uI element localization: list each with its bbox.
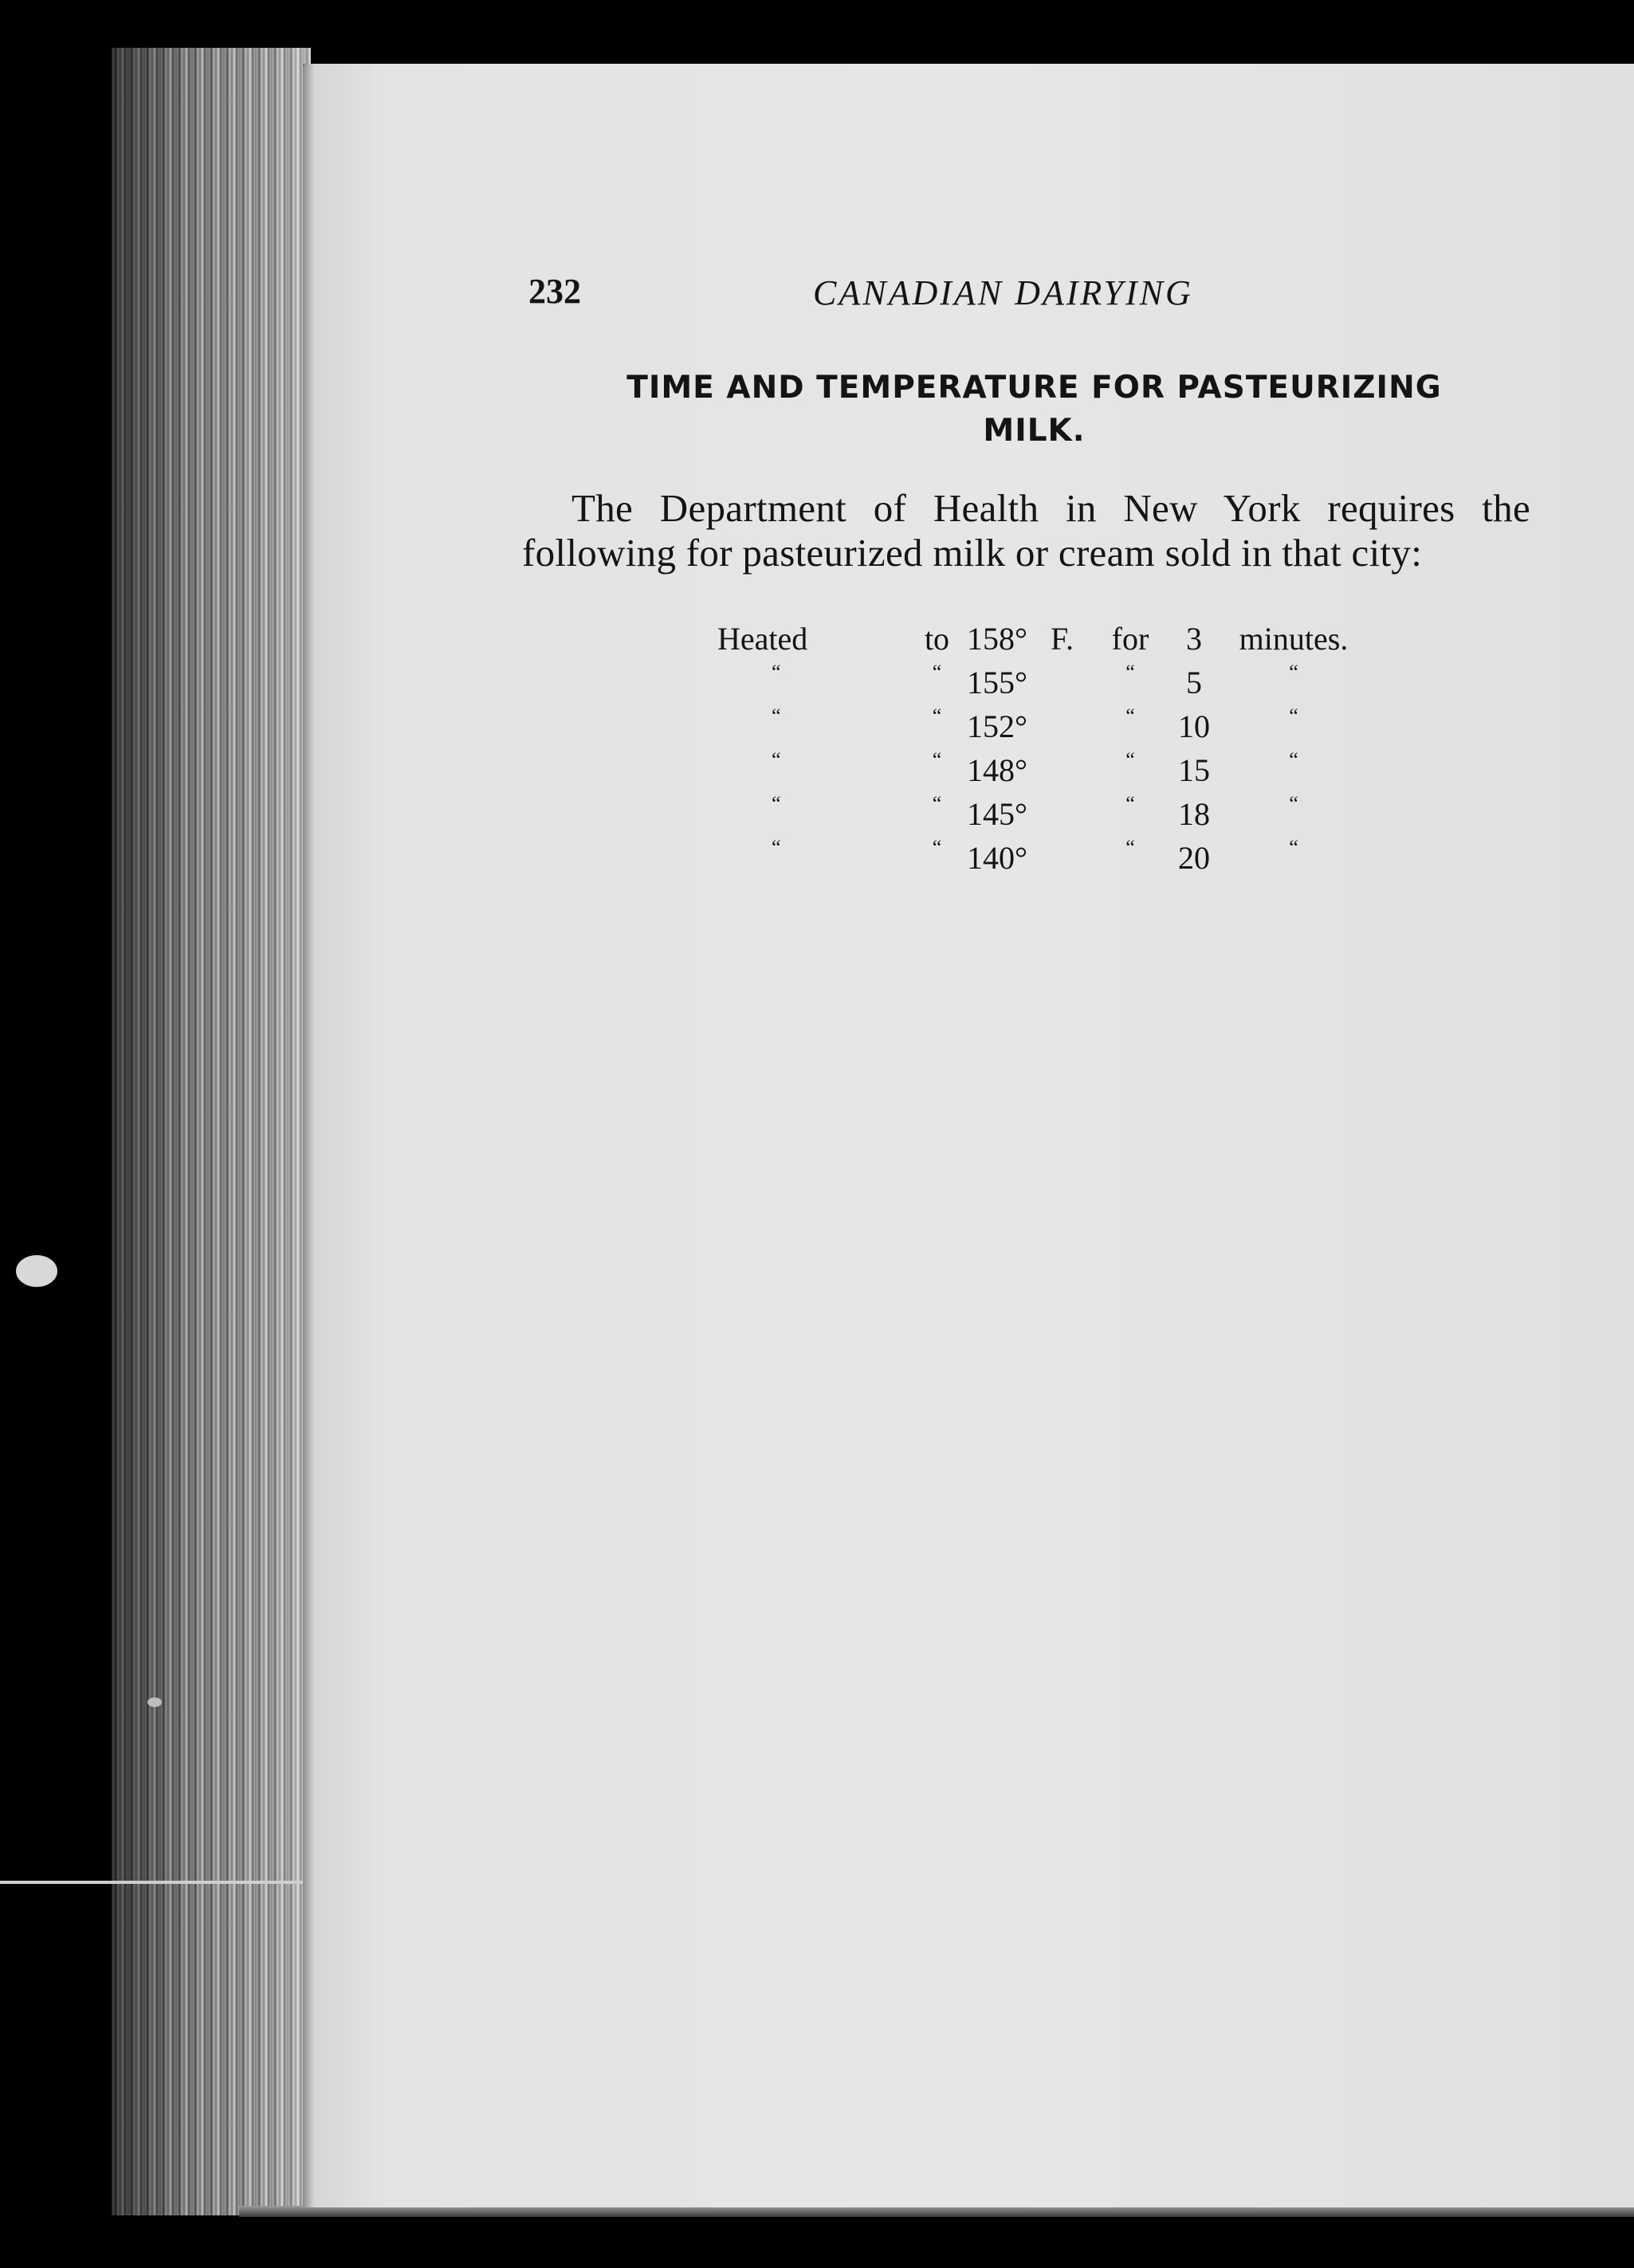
unit-cell: F. bbox=[1051, 621, 1074, 657]
scan-artifact-line bbox=[0, 1881, 303, 1884]
to-cell: “ bbox=[932, 836, 942, 859]
minutes-value-cell: 20 bbox=[1178, 840, 1210, 876]
heated-cell: “ bbox=[772, 748, 781, 771]
unit-cell bbox=[1051, 792, 1094, 836]
heated-cell: “ bbox=[772, 836, 781, 859]
for-cell: “ bbox=[1125, 792, 1135, 815]
heated-cell: “ bbox=[772, 661, 781, 684]
minutes-label-cell: “ bbox=[1289, 792, 1298, 815]
for-cell: “ bbox=[1125, 704, 1135, 728]
temperature-cell: 155° bbox=[967, 665, 1027, 700]
to-cell: “ bbox=[932, 704, 942, 728]
table-row bbox=[717, 704, 1365, 748]
minutes-value-cell: 15 bbox=[1178, 752, 1210, 788]
section-heading-line-2: MILK. bbox=[983, 413, 1086, 449]
to-cell: “ bbox=[932, 748, 942, 771]
page-number: 232 bbox=[528, 272, 581, 311]
temperature-cell: 140° bbox=[967, 840, 1027, 876]
pasteurization-table bbox=[717, 617, 1365, 880]
minutes-value-cell: 10 bbox=[1178, 708, 1210, 744]
table-row bbox=[717, 661, 1365, 704]
book-page-edges bbox=[112, 48, 311, 2215]
minutes-label-cell: “ bbox=[1289, 661, 1298, 684]
for-cell: for bbox=[1111, 621, 1149, 657]
heated-cell: “ bbox=[772, 792, 781, 815]
running-title: CANADIAN DAIRYING bbox=[813, 273, 1193, 312]
to-cell: to bbox=[924, 621, 950, 657]
temperature-cell: 158° bbox=[967, 621, 1027, 657]
table-row bbox=[717, 792, 1365, 836]
minutes-label-cell: “ bbox=[1289, 836, 1298, 859]
unit-cell bbox=[1051, 748, 1094, 792]
unit-cell bbox=[1051, 704, 1094, 748]
section-heading bbox=[522, 367, 1530, 453]
heated-cell: Heated bbox=[717, 621, 808, 657]
scan-speck bbox=[147, 1697, 162, 1707]
scan-speck bbox=[16, 1255, 57, 1287]
unit-cell bbox=[1051, 836, 1094, 880]
minutes-value-cell: 18 bbox=[1178, 796, 1210, 832]
unit-cell bbox=[1051, 661, 1094, 704]
for-cell: “ bbox=[1125, 836, 1135, 859]
body-paragraph: The Department of Health in New York requires the following for pasteurized milk or cream sold in that city: bbox=[522, 486, 1530, 575]
to-cell: “ bbox=[932, 792, 942, 815]
table-row bbox=[717, 836, 1365, 880]
table-row bbox=[717, 617, 1365, 661]
for-cell: “ bbox=[1125, 748, 1135, 771]
temperature-cell: 152° bbox=[967, 708, 1027, 744]
minutes-label-cell: “ bbox=[1289, 704, 1298, 728]
section-heading-line-1: TIME AND TEMPERATURE FOR PASTEURIZING bbox=[626, 370, 1442, 406]
minutes-label-cell: minutes. bbox=[1239, 621, 1349, 657]
for-cell: “ bbox=[1125, 661, 1135, 684]
minutes-label-cell: “ bbox=[1289, 748, 1298, 771]
temperature-cell: 145° bbox=[967, 796, 1027, 832]
page-text-block bbox=[522, 271, 1530, 880]
minutes-value-cell: 5 bbox=[1186, 665, 1202, 700]
minutes-value-cell: 3 bbox=[1186, 621, 1202, 657]
to-cell: “ bbox=[932, 661, 942, 684]
temperature-cell: 148° bbox=[967, 752, 1027, 788]
table-row bbox=[717, 748, 1365, 792]
heated-cell: “ bbox=[772, 704, 781, 728]
book-bottom-edge bbox=[239, 2206, 1634, 2217]
running-head bbox=[522, 271, 1530, 319]
